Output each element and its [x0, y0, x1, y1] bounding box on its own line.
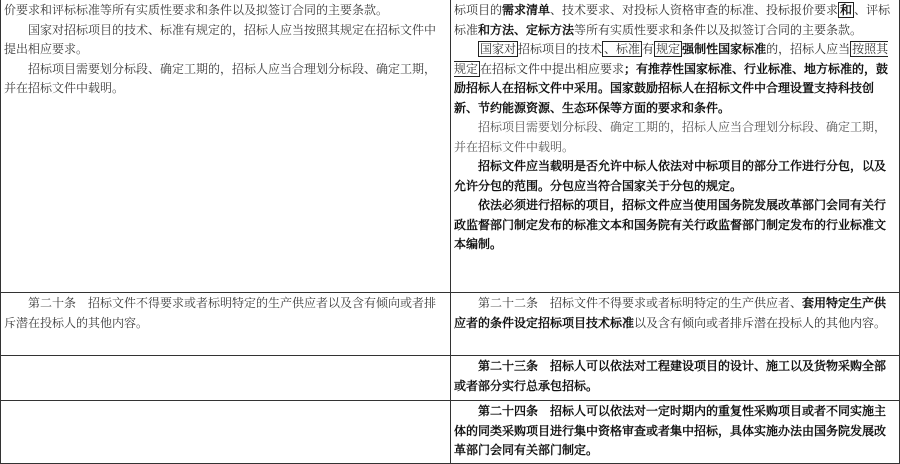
changed-text: 、标准 — [604, 42, 641, 56]
new-text-cell — [451, 356, 897, 400]
table-row — [1, 355, 899, 400]
text: 、技术要求、对投标人资格审查的标准、投标报价要求 — [550, 3, 839, 17]
changed-text: 国家对 — [480, 42, 517, 56]
paragraph — [454, 40, 894, 118]
new-text-cell — [451, 401, 897, 463]
text: 在招标文件中提出相应要求 — [480, 61, 625, 76]
text: 招标项目的技术 — [518, 42, 603, 56]
paragraph — [454, 294, 894, 333]
text: 标项目的 — [454, 3, 503, 17]
added-text: 套用特定生产供应者的条件设定招标项目技术标准 — [454, 296, 887, 330]
text: 的，招标人应当 — [766, 42, 851, 56]
added-text: 和方法、定标方法 — [478, 22, 575, 37]
changed-text: 按照其规定 — [454, 42, 889, 76]
paragraph: 第二十四条 招标人可以依法对一定时期内的重复性采购项目或者不同实施主体的同类采购项目进行集中资格审查或者集中招标，具体实施办法由国务院发展改革部门会同有关部门制定。 — [454, 404, 887, 457]
old-text-cell — [1, 401, 451, 463]
new-text-cell — [451, 293, 897, 355]
text: 等所有实质性要求和条件以及拟签订合同的主要条款。 — [574, 22, 863, 37]
old-text-cell — [1, 293, 451, 355]
changed-text: 和 — [840, 3, 853, 17]
added-text: 需求清单 — [502, 3, 551, 17]
old-text-cell — [1, 356, 451, 400]
paragraph: 第二十三条 招标人可以依法对工程建设项目的设计、施工以及货物采购全部或者部分实行总承包招标。 — [454, 359, 887, 393]
paragraph: 依法必须进行招标的项目，招标文件应当使用国务院发展改革部门会同有关行政监督部门制定发布的标准文本和国务院有关行政监督部门制定发布的行业标准文本编制。 — [454, 198, 887, 251]
added-text: ；有推荐性国家标准、行业标准、地方标准的，鼓励招标人在招标文件中采用。国家鼓励招标人在招标文件中合理设置支持科技创新、节约能源资源、生态环保等方面的要求和条件。 — [454, 61, 889, 115]
text: 以及含有倾向或者排斥潜在投标人的其他内容。 — [634, 315, 887, 330]
old-text-cell — [1, 0, 451, 292]
text: 有 — [642, 42, 655, 56]
paragraph: 招标文件应当载明是否允许中标人依法对中标项目的部分工作进行分包，以及允许分包的范围。分包应当符合国家关于分包的规定。 — [454, 159, 887, 193]
paragraph — [454, 1, 894, 40]
changed-text: 规定 — [656, 42, 681, 56]
table-row — [1, 0, 899, 292]
text: 第二十二条 招标文件不得要求或者标明特定的生产供应者、 — [478, 296, 803, 310]
paragraph: 价要求和评标标准等所有实质性要求和条件以及拟签订合同的主要条款。 — [4, 3, 389, 17]
added-text: 强制性国家标准 — [682, 42, 767, 56]
table-row — [1, 400, 899, 463]
paragraph: 第二十条 招标文件不得要求或者标明特定的生产供应者以及含有倾向或者排斥潜在投标人的其他内容。 — [4, 296, 437, 330]
new-text-cell — [451, 0, 897, 292]
text: 、评标标准 — [454, 3, 891, 37]
table-row — [1, 292, 899, 355]
paragraph: 招标项目需要划分标段、确定工期的，招标人应当合理划分标段、确定工期，并在招标文件中载明。 — [4, 61, 437, 95]
paragraph: 招标项目需要划分标段、确定工期的，招标人应当合理划分标段、确定工期，并在招标文件中载明。 — [454, 120, 887, 154]
paragraph: 国家对招标项目的技术、标准有规定的，招标人应当按照其规定在招标文件中提出相应要求。 — [4, 22, 437, 56]
